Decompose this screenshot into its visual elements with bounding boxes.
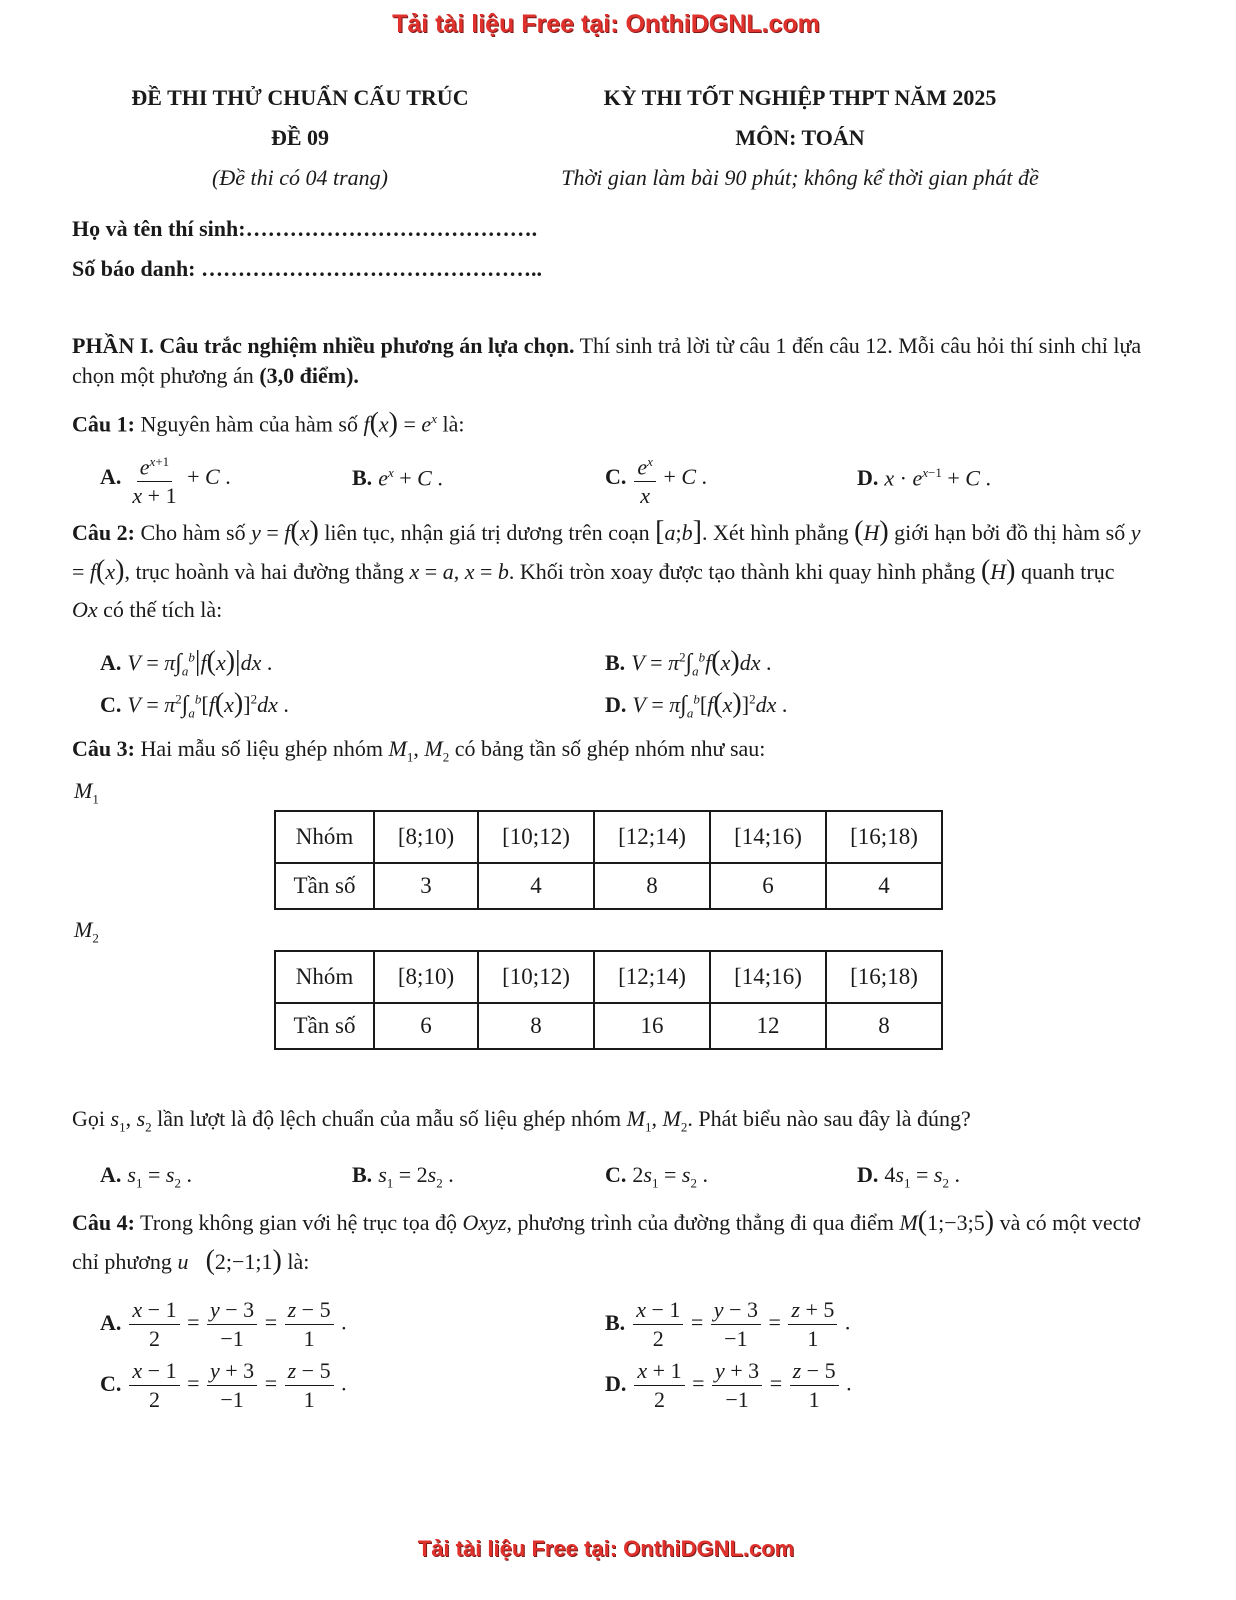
q4-text: , phương trình của đường thẳng đi qua điểm <box>506 1210 894 1235</box>
candidate-id-dots: ……………………………………….. <box>201 256 543 281</box>
q2-text: liên tục, nhận giá trị dương trên coạn <box>318 520 650 545</box>
q2-text: quanh trục <box>1015 559 1115 584</box>
q3-question-text: . Phát biểu nào sau đây là đúng? <box>687 1106 971 1131</box>
part1-text: Thí sinh trả lời từ câu 1 đến câu 12. Mỗi câu hỏi thí sinh chỉ lựa chọn một phương án <box>72 333 1142 388</box>
q2-text: có thế tích là: <box>97 597 223 622</box>
freq-cell: 4 <box>478 863 594 909</box>
group-cell: [10;12) <box>478 951 594 1003</box>
option-label: B. <box>605 1309 626 1335</box>
table-row-header: Tần số <box>275 863 374 909</box>
candidate-name-dots: …………………………………. <box>245 216 538 241</box>
table-row-header: Tần số <box>275 1003 374 1049</box>
q2-text: . Khối tròn xoay được tạo thành khi quay hình phẳng <box>508 559 976 584</box>
q1-option-d[interactable]: D. $x \cdot e^{x-1} + C$ . <box>857 465 991 491</box>
q3-option-b[interactable]: B. $s_1 = 2s_2$ . <box>352 1162 454 1191</box>
option-label: A. <box>100 650 122 675</box>
option-label: A. <box>100 464 122 490</box>
table-header-cell: Nhóm <box>275 811 374 863</box>
option-label: A. <box>100 1162 122 1187</box>
group-cell: [12;14) <box>594 811 710 863</box>
option-label: A. <box>100 1309 122 1335</box>
group-cell: [12;14) <box>594 951 710 1003</box>
group-cell: [16;18) <box>826 951 942 1003</box>
q3-tail: có bảng tần số ghép nhóm như sau: <box>449 736 766 761</box>
option-label: D. <box>857 465 879 491</box>
freq-cell: 8 <box>594 863 710 909</box>
option-label: C. <box>605 464 627 490</box>
m1-label: $M_1$ <box>74 778 99 807</box>
q3-label: Câu 3: <box>72 736 135 761</box>
q3-text: Hai mẫu số liệu ghép nhóm <box>134 736 384 761</box>
q3-option-c[interactable]: C. $2s_1 = s_2$ . <box>605 1162 708 1191</box>
freq-cell: 4 <box>826 863 942 909</box>
q4-option-b[interactable]: B. $\frac{x - 1}{2}$ = $\frac{y - 3}{-1}$ = $\frac{z + 5}{1}$ . <box>605 1297 851 1351</box>
q4-option-d[interactable]: D. $\frac{x + 1}{2}$ = $\frac{y + 3}{-1}$ = $\frac{z - 5}{1}$ . <box>605 1358 852 1412</box>
freq-cell: 12 <box>710 1003 826 1049</box>
q4-text: là: <box>281 1249 310 1274</box>
q2-option-a[interactable]: A. $V = \pi\int_a^b|f(x)|dx$ . <box>100 646 273 679</box>
m1-frequency-table <box>274 810 943 910</box>
candidate-name-label: Họ và tên thí sinh: <box>72 216 246 241</box>
group-cell: [16;18) <box>826 811 942 863</box>
q4-option-a[interactable]: A. $\frac{x - 1}{2}$ = $\frac{y - 3}{-1}$ = $\frac{z - 5}{1}$ . <box>100 1297 347 1351</box>
page-count-note: (Đề thi có 04 trang) <box>212 165 388 190</box>
q3-question: Gọi $s_1$, $s_2$ lần lượt là độ lệch chuẩn của mẫu số liệu ghép nhóm $M_1$, $M_2$. Phát biểu nào sau đây là đúng? <box>72 1106 971 1135</box>
q1-text: Nguyên hàm của hàm số <box>134 411 358 437</box>
option-label: C. <box>100 1370 122 1396</box>
part1-score: (3,0 điểm). <box>259 363 359 388</box>
q2-text: Cho hàm số <box>134 520 246 545</box>
option-label: B. <box>605 650 626 675</box>
q2-option-c[interactable]: C. $V = \pi^2\int_a^b[f(x)]^2dx$ . <box>100 688 289 721</box>
question-3: Câu 3: Hai mẫu số liệu ghép nhóm $M_1$, $M_2$ có bảng tần số ghép nhóm như sau: <box>72 736 766 765</box>
m2-label: $M_2$ <box>74 917 99 946</box>
q3-question-text: lần lượt là độ lệch chuẩn của mẫu số liệu ghép nhóm <box>151 1106 622 1131</box>
option-label: D. <box>605 1370 627 1396</box>
q4-label: Câu 4: <box>72 1210 135 1235</box>
part1-title: PHẦN I. Câu trắc nghiệm nhiều phương án lựa chọn. <box>72 333 575 358</box>
freq-cell: 16 <box>594 1003 710 1049</box>
q3-option-d[interactable]: D. $4s_1 = s_2$ . <box>857 1162 960 1191</box>
exam-subject: MÔN: TOÁN <box>735 125 865 150</box>
q4-text: và có một vectơ chỉ phương <box>72 1210 1141 1274</box>
q3-question-text: Gọi <box>72 1106 105 1131</box>
group-cell: [10;12) <box>478 811 594 863</box>
freq-cell: 6 <box>710 863 826 909</box>
option-label: D. <box>857 1162 879 1187</box>
option-label: B. <box>352 465 373 491</box>
group-cell: [14;16) <box>710 811 826 863</box>
q4-text: Trong không gian với hệ trục tọa độ <box>134 1210 458 1235</box>
exam-time: Thời gian làm bài 90 phút; không kể thời gian phát đề <box>561 165 1039 190</box>
q1-option-c[interactable]: C. $\frac{e^x}{x}$ + C . <box>605 448 707 510</box>
q1-option-a[interactable]: A. $\frac{e^{x+1}}{x + 1}$ + C . <box>100 448 231 510</box>
candidate-id-line <box>72 256 542 282</box>
exam-code: ĐỀ 09 <box>270 125 330 150</box>
m2-frequency-table <box>274 950 943 1050</box>
q1-label: Câu 1: <box>72 411 135 437</box>
top-banner: Tải tài liệu Free tại: OnthiDGNL.com <box>392 10 820 38</box>
q1-option-b[interactable]: B. $e^x + C$ . <box>352 465 443 491</box>
q2-option-b[interactable]: B. $V = \pi^2\int_a^bf(x)dx$ . <box>605 646 772 679</box>
freq-cell: 8 <box>478 1003 594 1049</box>
q2-text: giới hạn bởi đồ thị hàm số <box>888 520 1126 545</box>
q4-option-c[interactable]: C. $\frac{x - 1}{2}$ = $\frac{y + 3}{-1}$ = $\frac{z - 5}{1}$ . <box>100 1358 347 1412</box>
q2-text: , trục hoành và hai đường thẳng <box>124 559 405 584</box>
option-label: C. <box>605 1162 627 1187</box>
option-label: B. <box>352 1162 373 1187</box>
part1-instructions <box>72 331 1142 391</box>
bottom-banner: Tải tài liệu Free tại: OnthiDGNL.com <box>417 1536 795 1561</box>
q2-option-d[interactable]: D. $V = \pi\int_a^b[f(x)]^2dx$ . <box>605 688 788 721</box>
question-2: Câu 2: Cho hàm số y = f(x) liên tục, nhận giá trị dương trên coạn [a;b]. Xét hình phẳng (H) giới hạn bởi đồ thị hàm số y = f(x), trục hoành và hai đường thẳng x = a, x = b. Khối tròn xoay được tạo thành khi quay hình phẳng (H) quanh trục Ox có thế tích là: <box>72 516 1141 622</box>
candidate-name-line <box>72 216 537 242</box>
freq-cell: 6 <box>374 1003 478 1049</box>
group-cell: [14;16) <box>710 951 826 1003</box>
q2-text: . Xét hình phẳng <box>701 520 849 545</box>
freq-cell: 3 <box>374 863 478 909</box>
option-label: C. <box>100 692 122 717</box>
question-4: Câu 4: Trong không gian với hệ trục tọa độ Oxyz, phương trình của đường thẳng đi qua điểm M(1;−3;5) và có một vectơ chỉ phương u⃗(2;−1;1) là: <box>72 1206 1141 1276</box>
table-header-cell: Nhóm <box>275 951 374 1003</box>
group-cell: [8;10) <box>374 951 478 1003</box>
group-cell: [8;10) <box>374 811 478 863</box>
q1-tail: là: <box>442 411 465 437</box>
option-label: D. <box>605 692 627 717</box>
question-1: Câu 1: Nguyên hàm của hàm số $f(x) = e^x$ là: <box>72 407 465 439</box>
q2-label: Câu 2: <box>72 520 135 545</box>
exam-type-title: ĐỀ THI THỬ CHUẨN CẤU TRÚC <box>131 85 469 110</box>
freq-cell: 8 <box>826 1003 942 1049</box>
q3-option-a[interactable]: A. $s_1 = s_2$ . <box>100 1162 192 1191</box>
exam-title: KỲ THI TỐT NGHIỆP THPT NĂM 2025 <box>603 85 997 110</box>
candidate-id-label: Số báo danh: <box>72 256 196 281</box>
